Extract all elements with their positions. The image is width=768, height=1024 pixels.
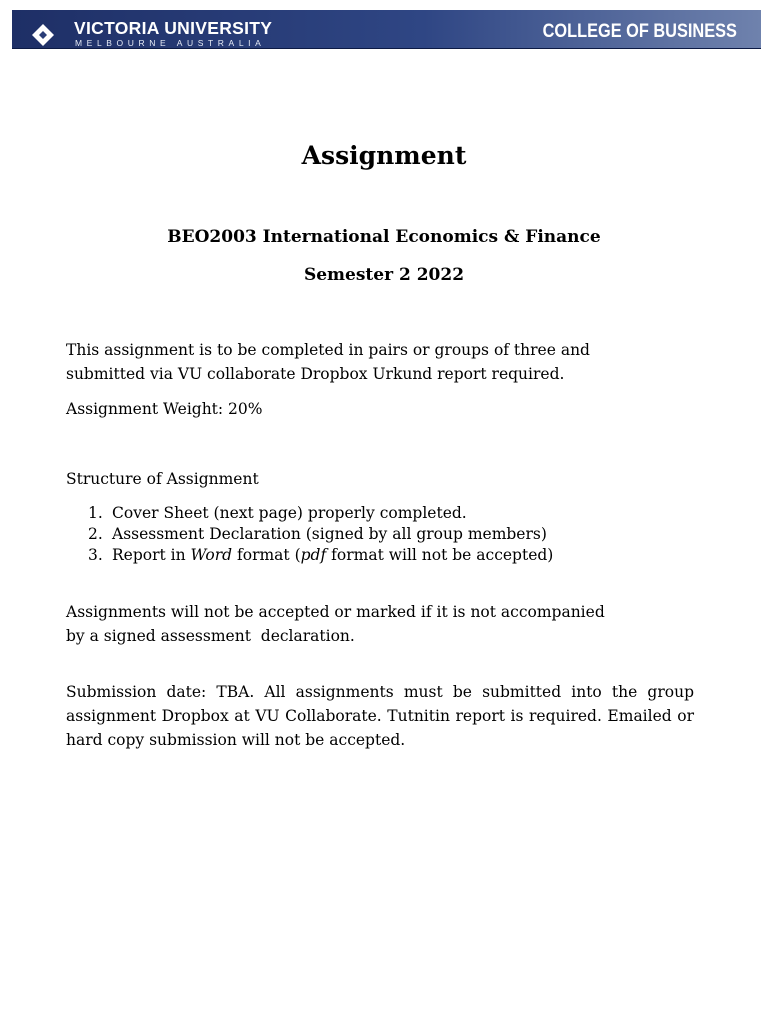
intro-paragraph [66, 338, 626, 386]
university-location: MELBOURNE AUSTRALIA [75, 38, 266, 48]
acceptance-line-2: by a signed assessment declaration. [66, 627, 355, 645]
acceptance-line-1: Assignments will not be accepted or marked if it is not accompanied [66, 603, 605, 621]
intro-line-1: This assignment is to be completed in pairs or groups of three and [66, 341, 590, 359]
list-text: Cover Sheet (next page) properly completed. [112, 504, 467, 522]
header-banner [12, 10, 761, 49]
list-item [88, 524, 553, 545]
list-number: 1. [88, 504, 103, 522]
course-title: BEO2003 International Economics & Finance [167, 227, 601, 247]
submission-paragraph: Submission date: TBA. All assignments must be submitted into the group assignment Dropbox at VU Collaborate. Tutnitin report is required. Emailed or hard copy submission will not be accepted. [66, 683, 694, 749]
acceptance-paragraph [66, 600, 626, 648]
structure-list [88, 503, 553, 566]
list-text-mid: format ( [232, 546, 301, 564]
assignment-weight: Assignment Weight: 20% [66, 400, 263, 418]
pdf-format: pdf [300, 546, 327, 564]
list-text-pre: Report in [112, 546, 191, 564]
list-item [88, 503, 553, 524]
intro-line-2: submitted via VU collaborate Dropbox Urkund report required. [66, 365, 565, 383]
university-logo-icon [32, 24, 54, 46]
college-name: COLLEGE OF BUSINESS [542, 21, 737, 42]
word-format: Word [190, 546, 233, 564]
list-number: 2. [88, 525, 103, 543]
list-text: Assessment Declaration (signed by all group members) [112, 525, 547, 543]
list-item [88, 545, 553, 566]
list-text-post: format will not be accepted) [326, 546, 554, 564]
page-title: Assignment [301, 141, 467, 170]
structure-heading: Structure of Assignment [66, 470, 259, 488]
semester-label: Semester 2 2022 [303, 265, 465, 285]
university-name: VICTORIA UNIVERSITY [74, 18, 273, 38]
list-number: 3. [88, 546, 103, 564]
